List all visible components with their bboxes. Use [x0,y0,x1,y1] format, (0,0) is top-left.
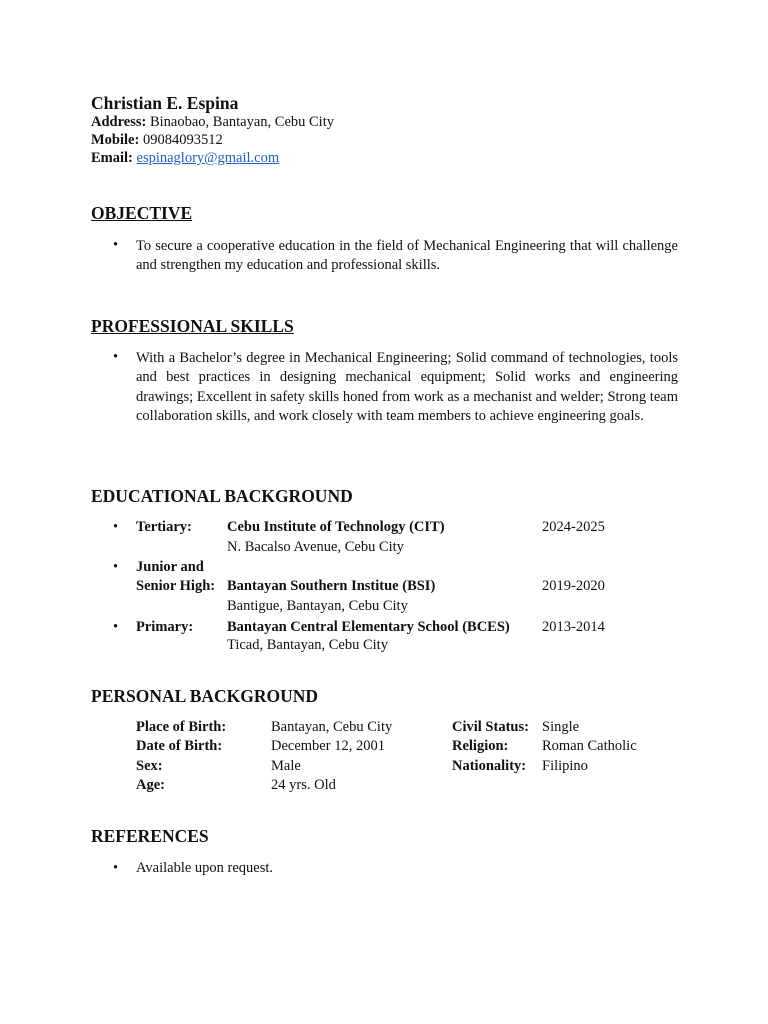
address-value: Binaobao, Bantayan, Cebu City [149,114,334,130]
applicant-name: Christian E. Espina [91,93,239,113]
personal-label: Age: [136,777,165,793]
mobile-value: 09084093512 [142,132,223,148]
personal-label: Civil Status: [452,719,529,735]
education-bullet: • [113,519,119,535]
personal-label: Place of Birth: [136,719,227,735]
references-text: Available upon request. [136,860,274,876]
personal-value: Filipino [542,758,588,774]
education-heading: EDUCATIONAL BACKGROUND [91,486,353,506]
personal-value: Male [271,758,301,774]
personal-label: Date of Birth: [136,738,223,754]
education-address: Ticad, Bantayan, Cebu City [227,637,388,653]
objective-bullet: • [113,237,119,253]
skills-bullet: • [113,349,119,365]
email-label: Email: [91,150,133,166]
references-heading: REFERENCES [91,826,209,846]
education-school: Cebu Institute of Technology (CIT) [227,519,445,535]
personal-label: Religion: [452,738,509,754]
email-link[interactable]: espinaglory@gmail.com [136,150,280,166]
personal-value: December 12, 2001 [271,738,385,754]
education-bullet: • [113,619,119,635]
skills-heading: PROFESSIONAL SKILLS [91,316,294,336]
education-level: Primary: [136,619,194,635]
education-address: Bantigue, Bantayan, Cebu City [227,598,408,614]
mobile-label: Mobile: [91,132,140,148]
education-level-line1: Junior and [136,559,204,575]
address-line [91,114,334,131]
email-line [91,150,279,167]
references-bullet: • [113,860,119,876]
skills-text: With a Bachelor’s degree in Mechanical Engineering; Solid command of technologies, tools and best practices in designing mechanical equipment; Solid works and engineering drawings; Excellent in safety skills honed from work as a mechanist and welder; Strong team collaboration skills, and work closely with team members to achieve engineering goals. [136,350,678,424]
personal-value: Roman Catholic [542,738,637,754]
personal-heading: PERSONAL BACKGROUND [91,686,319,706]
address-label: Address: [91,114,147,130]
education-years: 2019-2020 [542,578,605,594]
education-address: N. Bacalso Avenue, Cebu City [227,539,404,555]
education-level: Senior High: [136,578,216,594]
education-years: 2013-2014 [542,619,605,635]
education-school: Bantayan Southern Institue (BSI) [227,578,436,594]
objective-heading: OBJECTIVE [91,203,193,223]
education-bullet: • [113,559,119,575]
education-level: Tertiary: [136,519,192,535]
personal-value: 24 yrs. Old [271,777,336,793]
education-years: 2024-2025 [542,519,605,535]
objective-text: To secure a cooperative education in the field of Mechanical Engineering that will challenge and strengthen my education and professional skills. [136,238,678,274]
mobile-line [91,132,223,149]
personal-value: Bantayan, Cebu City [271,719,393,735]
education-school: Bantayan Central Elementary School (BCES) [227,619,510,635]
personal-value: Single [542,719,580,735]
personal-label: Sex: [136,758,163,774]
personal-label: Nationality: [452,758,527,774]
